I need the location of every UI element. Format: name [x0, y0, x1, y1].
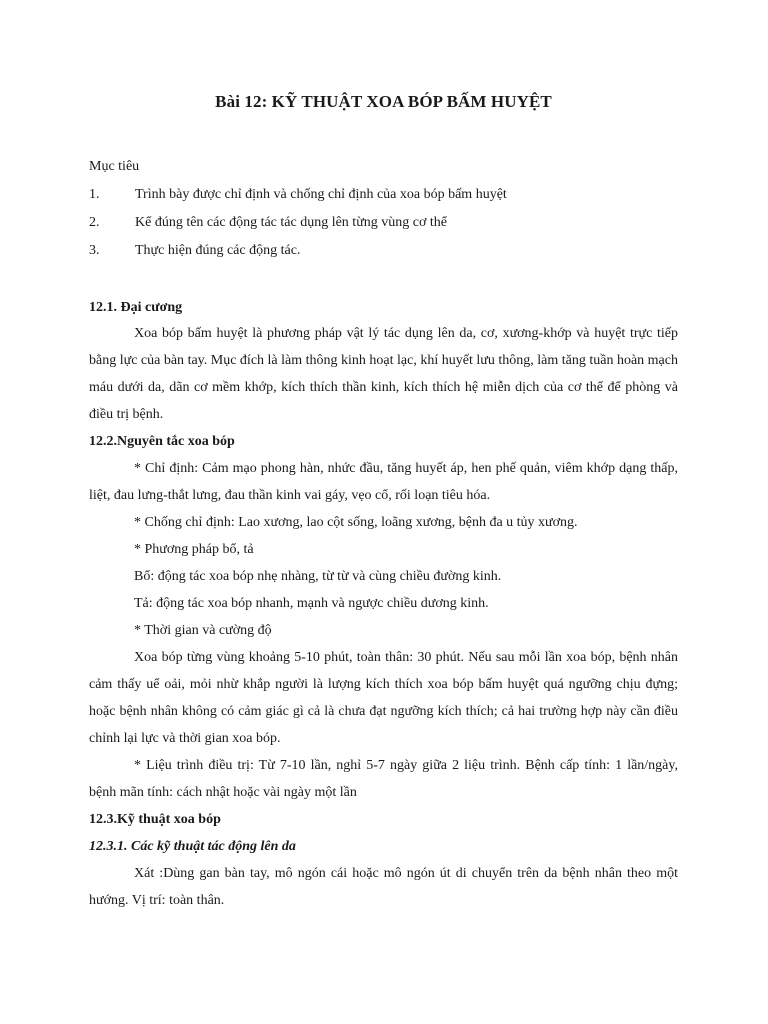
contraindications-paragraph: * Chống chỉ định: Lao xương, lao cột sống, loãng xương, bệnh đa u tủy xương. — [134, 515, 578, 530]
tonify-paragraph: Bổ: động tác xoa bóp nhẹ nhàng, từ từ và cùng chiều đường kinh. — [134, 569, 502, 584]
subsection-heading-skin: 12.3.1. Các kỹ thuật tác động lên da — [89, 839, 296, 854]
objective-text: Trình bày được chỉ định và chống chỉ định của xoa bóp bấm huyệt — [135, 187, 507, 202]
duration-paragraph: Xoa bóp từng vùng khoảng 5-10 phút, toàn thân: 30 phút. Nếu sau mỗi lần xoa bóp, bệnh nhân cảm thấy uể oải, mỏi nhừ khắp người là lượng kích thích xoa bóp bấm huyệt quá ngưỡng chịu đựng; hoặc bệnh nhân không có cảm giác gì cả là chưa đạt ngưỡng kích thích; cả hai trường hợp này cần điều chỉnh lại lực và thời gian xoa bóp. — [89, 650, 678, 746]
objective-number: 2. — [89, 215, 100, 230]
sedate-paragraph: Tả: động tác xoa bóp nhanh, mạnh và ngược chiều dương kinh. — [134, 596, 489, 611]
objective-item — [89, 243, 678, 259]
time-intensity-paragraph: * Thời gian và cường độ — [134, 623, 272, 638]
rubbing-paragraph: Xát :Dùng gan bàn tay, mô ngón cái hoặc mô ngón út di chuyển trên da bệnh nhân theo một hướng. Vị trí: toàn thân. — [89, 866, 678, 908]
objective-text: Kể đúng tên các động tác tác dụng lên từng vùng cơ thể — [135, 215, 448, 230]
course-paragraph: * Liệu trình điều trị: Từ 7-10 lần, nghỉ 5-7 ngày giữa 2 liệu trình. Bệnh cấp tính: 1 lần/ngày, bệnh mãn tính: cách nhật hoặc vài ngày một lần — [89, 758, 678, 800]
objective-text: Thực hiện đúng các động tác. — [135, 243, 301, 258]
section-heading-techniques: 12.3.Kỹ thuật xoa bóp — [89, 812, 221, 827]
general-paragraph: Xoa bóp bấm huyệt là phương pháp vật lý tác dụng lên da, cơ, xương-khớp và huyệt trực tiếp bằng lực của bàn tay. Mục đích là làm thông kinh hoạt lạc, khí huyết lưu thông, làm tăng tuần hoàn mạch máu dưới da, dãn cơ mềm khớp, kích thích thần kinh, kích thích hệ miễn dịch của cơ thể để phòng và điều trị bệnh. — [89, 326, 678, 422]
method-paragraph: * Phương pháp bổ, tả — [134, 542, 254, 557]
objective-item — [89, 215, 678, 231]
objectives-heading: Mục tiêu — [89, 159, 140, 174]
section-heading-principles: 12.2.Nguyên tắc xoa bóp — [89, 434, 235, 449]
objective-number: 1. — [89, 187, 100, 202]
indications-paragraph: * Chỉ định: Cảm mạo phong hàn, nhức đầu, tăng huyết áp, hen phế quản, viêm khớp dạng thấp, liệt, đau lưng-thắt lưng, đau thần kinh vai gáy, vẹo cổ, rối loạn tiêu hóa. — [89, 461, 678, 503]
objective-item — [89, 187, 678, 203]
page-title: Bài 12: KỸ THUẬT XOA BÓP BẤM HUYỆT — [215, 92, 552, 111]
objective-number: 3. — [89, 243, 100, 258]
section-heading-general: 12.1. Đại cương — [89, 300, 183, 315]
